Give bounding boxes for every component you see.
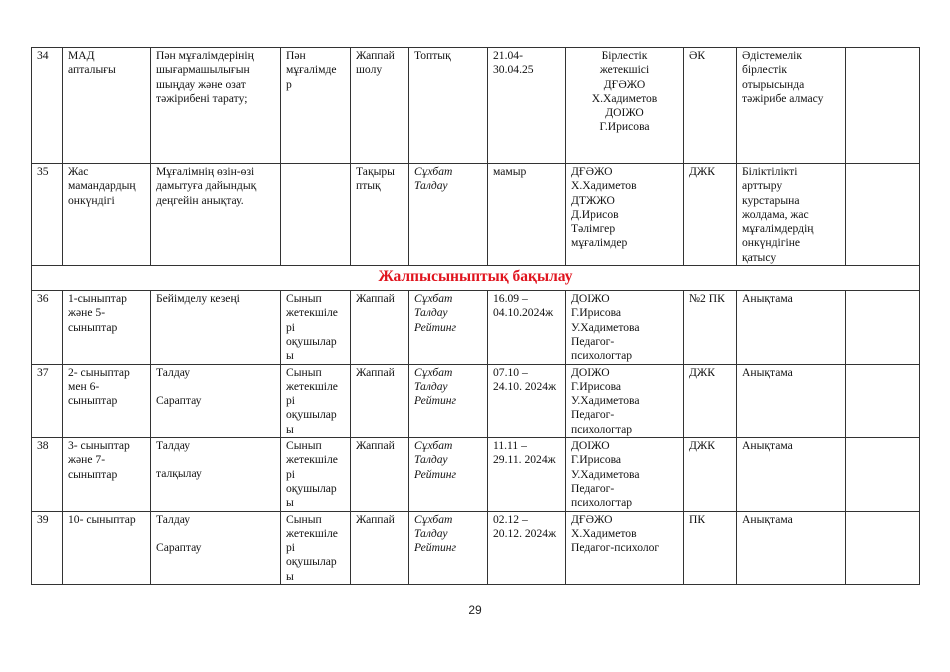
type-text: Тақыры	[356, 165, 395, 178]
cell-goal	[151, 511, 281, 584]
cell-type	[351, 291, 409, 364]
method-text: Сұхбат	[414, 512, 453, 526]
method-text: Талдау	[414, 453, 448, 467]
object-text: ы	[286, 496, 294, 510]
cell-result	[737, 438, 846, 511]
goal-text: Сараптау	[156, 393, 202, 407]
object-text: рі	[286, 394, 296, 408]
cell-object	[281, 364, 351, 437]
cell-topic	[63, 364, 151, 437]
object-text: рі	[286, 467, 296, 481]
result-text: Анықтама	[742, 292, 793, 306]
object-text: жетекшіле	[286, 379, 338, 393]
section-header	[32, 266, 920, 291]
date-text: 21.04-	[493, 49, 523, 62]
goal-text: дамытуға дайындық	[156, 179, 257, 193]
num-text: 38	[37, 439, 49, 453]
cell-num	[32, 511, 63, 584]
method-text: Рейтинг	[414, 394, 457, 408]
goal-text	[156, 380, 275, 394]
method-text: Рейтинг	[414, 541, 457, 555]
responsible-text: Г.Ирисова	[571, 306, 622, 320]
method-text: Топтық	[414, 49, 451, 62]
object-text: оқушылар	[286, 334, 337, 348]
review-text: ДЖК	[689, 439, 716, 453]
date-text: 30.04.25	[493, 63, 534, 77]
cell-review	[684, 438, 737, 511]
topic-text: және 5-	[68, 306, 106, 320]
responsible-text: Х.Хадиметов	[591, 91, 658, 105]
num-text: 35	[37, 165, 49, 178]
result-text: Анықтама	[742, 512, 793, 526]
section-row	[32, 266, 920, 291]
goal-text: Мұғалімнің өзін-өзі	[156, 165, 255, 178]
cell-topic	[63, 291, 151, 364]
responsible-text: У.Хадиметова	[571, 394, 640, 408]
responsible-text: ДОІЖО	[605, 106, 644, 120]
cell-method	[409, 48, 488, 164]
cell-object	[281, 164, 351, 266]
cell-review	[684, 511, 737, 584]
method-text: Талдау	[414, 306, 448, 320]
date-text: 02.12 –	[493, 512, 528, 526]
num-text: 34	[37, 49, 49, 62]
goal-text: Талдау	[156, 439, 191, 453]
section-title: Жалпысыныптық бақылау	[378, 268, 573, 286]
responsible-text: ДОІЖО	[571, 292, 610, 306]
cell-object	[281, 438, 351, 511]
cell-responsible	[566, 438, 684, 511]
cell-method	[409, 364, 488, 437]
date-text: 07.10 –	[493, 365, 528, 379]
cell-result	[737, 164, 846, 266]
responsible-text: У.Хадиметова	[571, 467, 640, 481]
cell-result	[737, 511, 846, 584]
review-text: ДЖК	[689, 165, 716, 178]
responsible-text: Х.Хадиметов	[571, 526, 637, 540]
method-text: Сұхбат	[414, 165, 453, 178]
cell-goal	[151, 164, 281, 266]
goal-text: тәжірибені тарату;	[156, 91, 248, 105]
responsible-text: психологтар	[571, 422, 633, 436]
result-text: курстарына	[742, 193, 800, 207]
cell-responsible	[566, 48, 684, 164]
cell-date	[488, 364, 566, 437]
goal-text: деңгейін анықтау.	[156, 193, 244, 207]
cell-result	[737, 48, 846, 164]
num-text: 39	[37, 512, 49, 526]
cell-num	[32, 164, 63, 266]
responsible-text: У.Хадиметова	[571, 320, 640, 334]
cell-responsible	[566, 364, 684, 437]
responsible-text: ДҒӘЖО	[603, 77, 646, 91]
type-text: шолу	[356, 63, 383, 77]
result-text: тәжірибе алмасу	[742, 91, 824, 105]
responsible-text: ДОІЖО	[571, 365, 610, 379]
result-text: жолдама, жас	[742, 207, 809, 221]
date-text: 24.10. 2024ж	[493, 379, 557, 393]
type-text: Жаппай	[356, 49, 395, 62]
result-text: онкүндігіне	[742, 236, 801, 250]
result-text: Анықтама	[742, 439, 793, 453]
responsible-text: Г.Ирисова	[571, 379, 622, 393]
method-text: Сұхбат	[414, 439, 453, 453]
cell-type	[351, 438, 409, 511]
method-text: Талдау	[414, 179, 448, 193]
result-text: мұғалімдердің	[742, 222, 814, 236]
num-text: 37	[37, 365, 49, 379]
goal-text	[156, 453, 275, 467]
cell-date	[488, 164, 566, 266]
responsible-text: психологтар	[571, 349, 633, 363]
table-row	[32, 364, 920, 437]
topic-text: мен 6-	[68, 379, 100, 393]
object-text: оқушылар	[286, 481, 337, 495]
review-text: ӘК	[689, 49, 706, 62]
responsible-text: мұғалімдер	[571, 236, 628, 250]
object-text: жетекшіле	[286, 306, 338, 320]
goal-text	[156, 527, 275, 541]
date-text: 16.09 –	[493, 292, 528, 306]
cell-goal	[151, 438, 281, 511]
object-text: рі	[286, 320, 296, 334]
cell-note	[846, 438, 920, 511]
object-text: жетекшіле	[286, 453, 338, 467]
cell-object	[281, 291, 351, 364]
object-text: оқушылар	[286, 555, 337, 569]
responsible-text: Г.Ирисова	[571, 453, 622, 467]
cell-topic	[63, 438, 151, 511]
cell-responsible	[566, 511, 684, 584]
cell-goal	[151, 291, 281, 364]
responsible-text: ДОІЖО	[571, 439, 610, 453]
type-text: птық	[356, 179, 381, 193]
object-text: ы	[286, 349, 294, 363]
type-text: Жаппай	[356, 439, 395, 453]
cell-goal	[151, 48, 281, 164]
type-text: Жаппай	[356, 512, 395, 526]
cell-date	[488, 291, 566, 364]
topic-text: 3- сыныптар	[68, 439, 130, 453]
result-text: Анықтама	[742, 365, 793, 379]
type-text: Жаппай	[356, 292, 395, 306]
cell-date	[488, 48, 566, 164]
cell-review	[684, 48, 737, 164]
goal-text: Талдау	[156, 512, 191, 526]
table-body-bottom	[32, 291, 920, 585]
cell-result	[737, 364, 846, 437]
result-text: Біліктілікті	[742, 165, 798, 178]
goal-text: Бейімделу кезеңі	[156, 292, 240, 306]
page-number: 29	[468, 603, 482, 617]
cell-method	[409, 164, 488, 266]
table-row	[32, 511, 920, 584]
cell-date	[488, 438, 566, 511]
goal-text: Талдау	[156, 365, 191, 379]
cell-topic	[63, 511, 151, 584]
num-text: 36	[37, 292, 49, 306]
method-text: Талдау	[414, 526, 448, 540]
cell-date	[488, 511, 566, 584]
object-text: Сынып	[286, 292, 322, 306]
object-text: Сынып	[286, 365, 322, 379]
cell-method	[409, 511, 488, 584]
review-text: №2 ПК	[689, 292, 725, 306]
topic-text: сыныптар	[68, 394, 118, 408]
cell-review	[684, 364, 737, 437]
cell-topic	[63, 48, 151, 164]
cell-note	[846, 511, 920, 584]
object-text: р	[286, 77, 292, 91]
cell-topic	[63, 164, 151, 266]
date-text: 29.11. 2024ж	[493, 453, 556, 467]
cell-result	[737, 291, 846, 364]
cell-note	[846, 364, 920, 437]
object-text: рі	[286, 541, 296, 555]
cell-type	[351, 364, 409, 437]
topic-text: 1-сыныптар	[68, 292, 127, 306]
object-text: жетекшіле	[286, 526, 338, 540]
review-text: ПК	[689, 512, 706, 526]
object-text: оқушылар	[286, 408, 337, 422]
topic-text: сыныптар	[68, 320, 118, 334]
object-text: мұғалімде	[286, 63, 337, 77]
topic-text: онкүндігі	[68, 193, 115, 207]
method-text: Сұхбат	[414, 292, 453, 306]
responsible-text: Педагог-	[571, 334, 615, 348]
cell-method	[409, 291, 488, 364]
responsible-text: Тәлімгер	[571, 222, 616, 236]
cell-object	[281, 48, 351, 164]
result-text: Әдістемелік	[742, 49, 802, 62]
type-text: Жаппай	[356, 365, 395, 379]
table-row	[32, 438, 920, 511]
goal-text: шығармашылығын	[156, 63, 250, 77]
responsible-text: жетекшісі	[599, 63, 650, 77]
cell-type	[351, 511, 409, 584]
responsible-text: Педагог-психолог	[571, 541, 660, 555]
responsible-text: ДҒӘЖО	[571, 165, 613, 178]
cell-num	[32, 438, 63, 511]
object-text: Пән	[286, 49, 306, 62]
cell-goal	[151, 364, 281, 437]
responsible-text: Педагог-	[571, 481, 615, 495]
cell-num	[32, 364, 63, 437]
cell-responsible	[566, 291, 684, 364]
object-text: Сынып	[286, 439, 322, 453]
result-text: қатысу	[742, 250, 777, 264]
responsible-text: ДҒӘЖО	[571, 512, 613, 526]
method-text: Рейтинг	[414, 320, 457, 334]
cell-method	[409, 438, 488, 511]
responsible-text: Г.Ирисова	[599, 120, 650, 134]
cell-note	[846, 164, 920, 266]
table-body-top	[32, 48, 920, 266]
cell-type	[351, 164, 409, 266]
object-text: ы	[286, 569, 294, 583]
date-text: 20.12. 2024ж	[493, 526, 557, 540]
date-text: 04.10.2024ж	[493, 306, 554, 320]
method-text: Рейтинг	[414, 467, 457, 481]
responsible-text: психологтар	[571, 496, 633, 510]
responsible-text: ДТЖЖО	[571, 193, 615, 207]
goal-text: Пән мұғалімдерінің	[156, 49, 254, 62]
date-text: мамыр	[493, 165, 527, 178]
object-text: ы	[286, 422, 294, 436]
review-text: ДЖК	[689, 365, 716, 379]
topic-text: Жас	[68, 165, 89, 178]
cell-num	[32, 291, 63, 364]
method-text: Сұхбат	[414, 365, 453, 379]
responsible-text: Х.Хадиметов	[571, 179, 637, 193]
cell-num	[32, 48, 63, 164]
cell-note	[846, 48, 920, 164]
cell-review	[684, 164, 737, 266]
goal-text: талқылау	[156, 467, 202, 481]
cell-review	[684, 291, 737, 364]
goal-text: шыңдау және озат	[156, 77, 246, 91]
cell-object	[281, 511, 351, 584]
table-row	[32, 164, 920, 266]
responsible-text: Педагог-	[571, 408, 615, 422]
table-row	[32, 291, 920, 364]
result-text: арттыру	[742, 179, 783, 193]
object-text: Сынып	[286, 512, 322, 526]
goal-text: Сараптау	[156, 540, 202, 554]
responsible-text: Д.Ирисов	[571, 207, 619, 221]
date-text: 11.11 –	[493, 439, 527, 453]
method-text: Талдау	[414, 379, 448, 393]
cell-responsible	[566, 164, 684, 266]
table-row	[32, 48, 920, 164]
topic-text: 10- сыныптар	[68, 512, 136, 526]
result-text: отырысында	[742, 77, 805, 91]
topic-text: және 7-	[68, 453, 106, 467]
topic-text: апталығы	[68, 63, 116, 77]
cell-note	[846, 291, 920, 364]
responsible-text: Бірлестік	[601, 49, 648, 62]
cell-type	[351, 48, 409, 164]
result-text: бірлестік	[742, 63, 788, 77]
topic-text: сыныптар	[68, 467, 118, 481]
section-cell	[32, 266, 920, 291]
topic-text: 2- сыныптар	[68, 365, 130, 379]
control-plan-table	[31, 47, 920, 585]
topic-text: мамандардың	[68, 179, 136, 193]
topic-text: МАД	[68, 49, 95, 62]
